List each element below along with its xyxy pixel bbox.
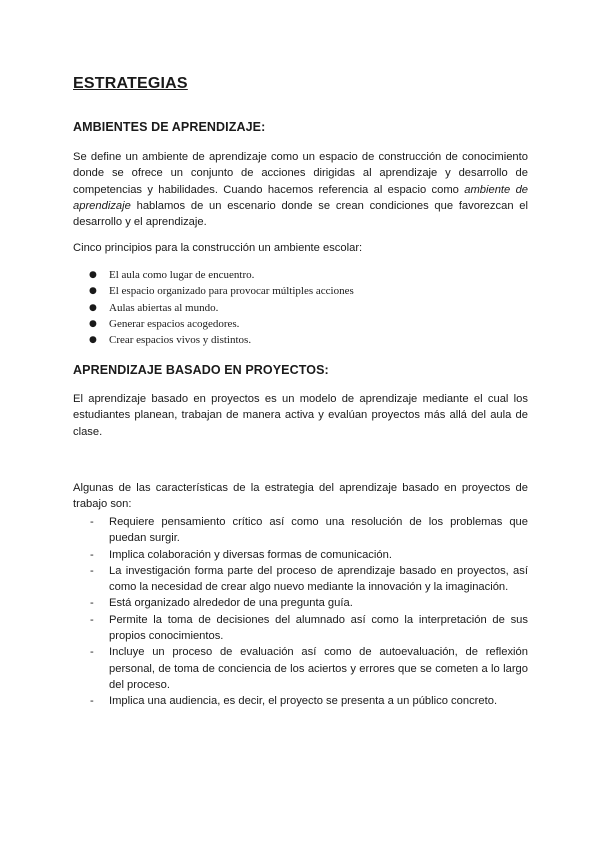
bullet-icon: ● [89, 318, 97, 329]
list-item [73, 267, 528, 283]
list-item [73, 644, 528, 693]
list-item-text: Implica colaboración y diversas formas de comunicación. [109, 548, 392, 561]
list-item [73, 300, 528, 316]
bullet-icon: ● [89, 286, 97, 297]
dash-marker: - [90, 516, 94, 528]
list-item [73, 547, 528, 563]
section-heading-proyectos: APRENDIZAJE BASADO EN PROYECTOS: [73, 363, 329, 377]
principles-list [73, 267, 528, 348]
dash-marker: - [90, 646, 94, 659]
list-item-text: La investigación forma parte del proceso de aprendizaje basado en proyectos, así como la necesidad de crear algo nuevo mediante la innovación y la imaginación. [109, 564, 528, 594]
emphasis-text: ambiente de aprendizaje [73, 183, 529, 212]
paragraph-characteristics-intro: Algunas de las características de la estrategia del aprendizaje basado en proyectos de trabajo son: [73, 482, 528, 511]
list-item-text: Está organizado alrededor de una pregunta guía. [109, 597, 353, 610]
list-item-text: Aulas abiertas al mundo. [109, 301, 219, 314]
list-item-text: Incluye un proceso de evaluación así como de autoevaluación, de reflexión personal, de toma de conciencia de los aciertos y errores que se cometen a lo largo del proceso. [109, 646, 528, 691]
characteristics-list [73, 514, 528, 710]
paragraph-text: Se define un ambiente de aprendizaje como un espacio de construcción de conocimiento donde se ofrece un conjunto de acciones dirigidas al aprendizaje y desarrollo de competencias y habilidades. Cuando hacemos referencia al espacio como [73, 151, 528, 196]
section-heading-ambientes: AMBIENTES DE APRENDIZAJE: [73, 120, 266, 134]
list-item [73, 693, 528, 709]
bullet-icon: ● [89, 302, 97, 313]
list-item [73, 283, 528, 299]
list-item [73, 563, 528, 596]
list-item-text: Generar espacios acogedores. [109, 317, 240, 330]
list-item-text: Implica una audiencia, es decir, el proyecto se presenta a un público concreto. [109, 695, 498, 708]
dash-marker: - [90, 695, 94, 708]
page-title: ESTRATEGIAS [73, 75, 188, 92]
list-item-text: Crear espacios vivos y distintos. [109, 334, 252, 347]
list-item [73, 595, 528, 611]
paragraph-principles-intro: Cinco principios para la construcción un ambiente escolar: [73, 242, 363, 254]
list-item [73, 514, 528, 547]
list-item [73, 316, 528, 332]
bullet-icon: ● [89, 270, 97, 280]
list-item-text: Permite la toma de decisiones del alumnado así como la interpretación de sus propios conocimientos. [109, 613, 528, 643]
dash-marker: - [90, 613, 94, 626]
list-item [73, 612, 528, 645]
list-item-text: El espacio organizado para provocar múltiples acciones [109, 285, 354, 298]
paragraph-proyectos-definition: El aprendizaje basado en proyectos es un modelo de aprendizaje mediante el cual los estudiantes planean, trabajan de manera activa y evalúan proyectos más allá del aula de clase. [73, 393, 528, 438]
bullet-icon: ● [89, 335, 97, 346]
paragraph-text: hablamos de un escenario donde se crean condiciones que favorezcan el desarrollo y el aprendizaje. [73, 199, 528, 229]
list-item [73, 332, 528, 348]
list-item-text: Requiere pensamiento crítico así como una resolución de los problemas que puedan surgir. [109, 516, 528, 545]
paragraph-ambientes-definition [73, 149, 528, 230]
list-item-text: El aula como lugar de encuentro. [109, 269, 255, 281]
dash-marker: - [90, 548, 94, 561]
dash-marker: - [90, 564, 94, 577]
dash-marker: - [90, 597, 94, 610]
